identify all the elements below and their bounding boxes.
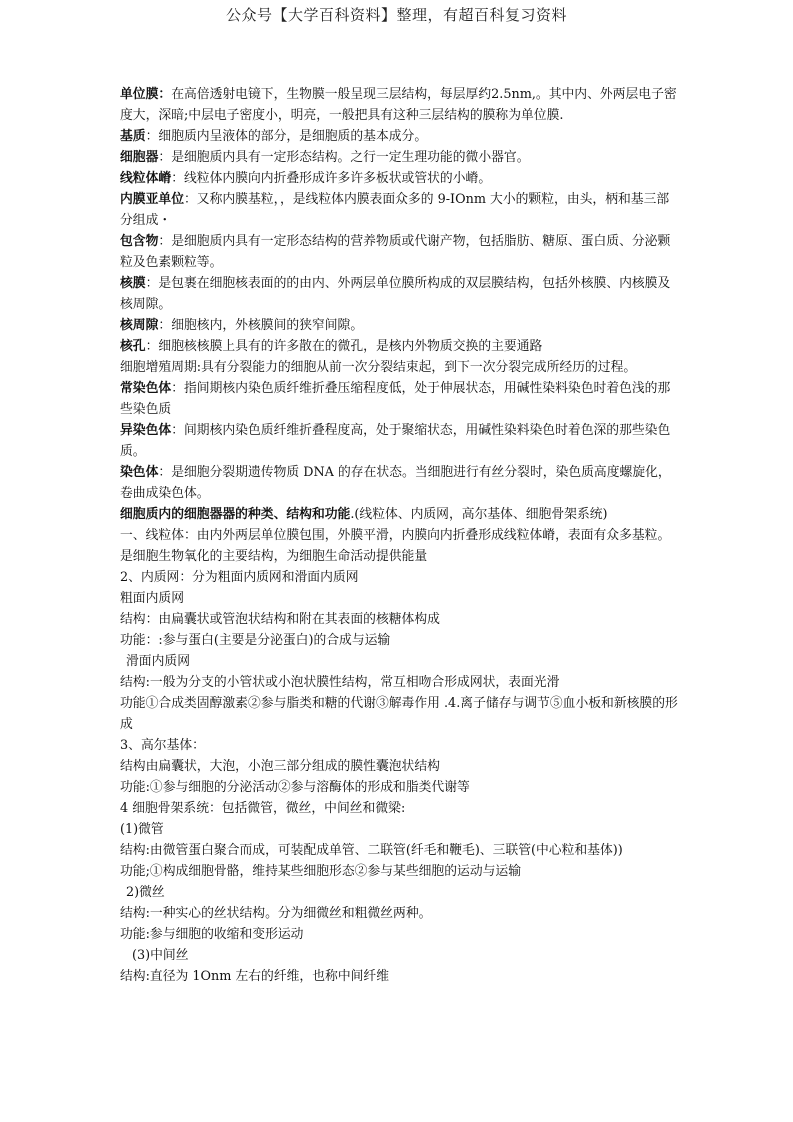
section-heading	[120, 504, 680, 525]
term: 细胞器	[120, 150, 159, 165]
text-line: 结构:直径为 1Onm 左右的纤维，也称中间纤维	[120, 969, 390, 984]
text-line: 一、线粒体：由内外两层单位膜包围，外膜平滑，内膜向内折叠形成线粒体嵴，表面有众多基粒。	[120, 528, 671, 543]
document-body	[120, 84, 680, 987]
text-line: 功能;①构成细胞骨骼，维持某些细胞形态②参与某些细胞的运动与运输	[120, 864, 522, 879]
definition-entry	[120, 273, 680, 315]
text-line: 是细胞生物氧化的主要结构，为细胞生命活动提供能量	[120, 549, 428, 564]
text-line: 3、高尔基体：	[120, 738, 205, 753]
definition-text: 在高倍透射电镜下，生物膜一般呈现三层结构，每层厚约2.5nm,。其中内、外两层电子密度大，深暗;中层电子密度小，明亮，一般把具有这种三层结构的膜称为单位膜.	[120, 87, 677, 123]
definition-entry	[120, 168, 680, 189]
term: 核周隙	[120, 318, 159, 333]
definition-text: ：又称内膜基粒，，是线粒体内膜表面众多的 9-IOnm 大小的颗粒，由头，柄和基三部分组成・	[120, 192, 670, 228]
definition-text: ：是细胞分裂期遗传物质 DNA 的存在状态。当细胞进行有丝分裂时，染色质高度螺旋化，卷曲成染色体。	[120, 465, 671, 501]
definition-entry	[120, 189, 680, 231]
text-line: 2、内质网：分为粗面内质网和滑面内质网	[120, 570, 359, 585]
definition-entry	[120, 357, 680, 378]
page-header: 公众号【大学百科资料】整理，有超百科复习资料	[225, 6, 567, 24]
definition-entry	[120, 336, 680, 357]
definition-entry	[120, 126, 680, 147]
definition-text: 细胞增殖周期:具有分裂能力的细胞从前一次分裂结束起，到下一次分裂完成所经历的过程。	[120, 360, 637, 375]
definition-entry	[120, 147, 680, 168]
definition-entry	[120, 420, 680, 462]
text-line: 2)微丝	[126, 885, 165, 900]
definition-entry	[120, 378, 680, 420]
definition-entry	[120, 231, 680, 273]
section-subtitle: .(线粒体、内质网，高尔基体、细胞骨架系统)	[350, 507, 608, 522]
definition-text: ：是细胞质内具有一定形态结构的营养物质或代谢产物，包括脂肪、糖原、蛋白质、分泌颗粒及色素颗粒等。	[120, 234, 671, 270]
text-line: 粗面内质网	[120, 591, 184, 606]
definition-entry	[120, 462, 680, 504]
definition-text: ：细胞质内呈液体的部分，是细胞质的基本成分。	[145, 129, 428, 144]
term: 基质	[120, 129, 146, 144]
term: 异染色体	[120, 423, 172, 438]
definition-text: ：线粒体内膜向内折叠形成许多许多板状或管状的小嵴。	[171, 171, 492, 186]
section-title: 细胞质内的细胞器器的种类、结构和功能	[120, 507, 351, 522]
text-line: 结构：由扁囊状或管泡状结构和附在其表面的核糖体构成	[120, 612, 440, 627]
text-line: 功能：:参与蛋白(主要是分泌蛋白)的合成与运输	[120, 633, 391, 648]
term: 常染色体	[120, 381, 172, 396]
definition-entry	[120, 84, 680, 126]
term: 内膜亚单位	[120, 192, 184, 207]
term: 包含物	[120, 234, 159, 249]
term: 线粒体嵴	[120, 171, 172, 186]
text-line: 功能:参与细胞的收缩和变形运动	[120, 927, 304, 942]
definition-text: ：指间期核内染色质纤维折叠压缩程度低，处于伸展状态，用碱性染料染色时着色浅的那些染色质	[120, 381, 671, 417]
term: 染色体	[120, 465, 159, 480]
text-line: 滑面内质网	[126, 654, 190, 669]
text-line: 4 细胞骨架系统：包括微管，微丝，中间丝和微梁:	[120, 801, 406, 816]
definition-text: ：是包裹在细胞核表面的的由内、外两层单位膜所构成的双层膜结构，包括外核膜、内核膜及核周隙。	[120, 276, 671, 312]
definition-entry	[120, 315, 680, 336]
definition-text: ：是细胞质内具有一定形态结构。之行一定生理功能的微小器官。	[158, 150, 530, 165]
text-line: 功能:①参与细胞的分泌活动②参与溶酶体的形成和脂类代谢等	[120, 780, 470, 795]
text-line: 结构由扁囊状，大泡，小泡三部分组成的膜性囊泡状结构	[120, 759, 440, 774]
text-line: (3)中间丝	[132, 948, 189, 963]
text-line: 结构:由微管蛋白聚合而成，可装配成单管、二联管(纤毛和鞭毛)、三联管(中心粒和基体))	[120, 843, 623, 858]
definition-text: ：细胞核内，外核膜间的狭窄间隙。	[158, 318, 364, 333]
text-line: 结构:一般为分支的小管状或小泡状膜性结构，常互相吻合形成网状，表面光滑	[120, 675, 560, 690]
term: 单位膜：	[120, 87, 172, 102]
text-line: 功能①合成类固醇激素②参与脂类和糖的代谢③解毒作用 .4.离子储存与调节⑤血小板和新核膜的形成	[120, 696, 678, 732]
definition-text: ：细胞核核膜上具有的许多散在的微孔，是核内外物质交换的主要通路	[145, 339, 543, 354]
term: 核膜	[120, 276, 146, 291]
text-line: 结构:一种实心的丝状结构。分为细微丝和粗微丝两种。	[120, 906, 432, 921]
text-line: (1)微管	[120, 822, 164, 837]
term: 核孔	[120, 339, 146, 354]
definition-text: ：间期核内染色质纤维折叠程度高，处于聚缩状态，用碱性染料染色时着色深的那些染色质。	[120, 423, 671, 459]
